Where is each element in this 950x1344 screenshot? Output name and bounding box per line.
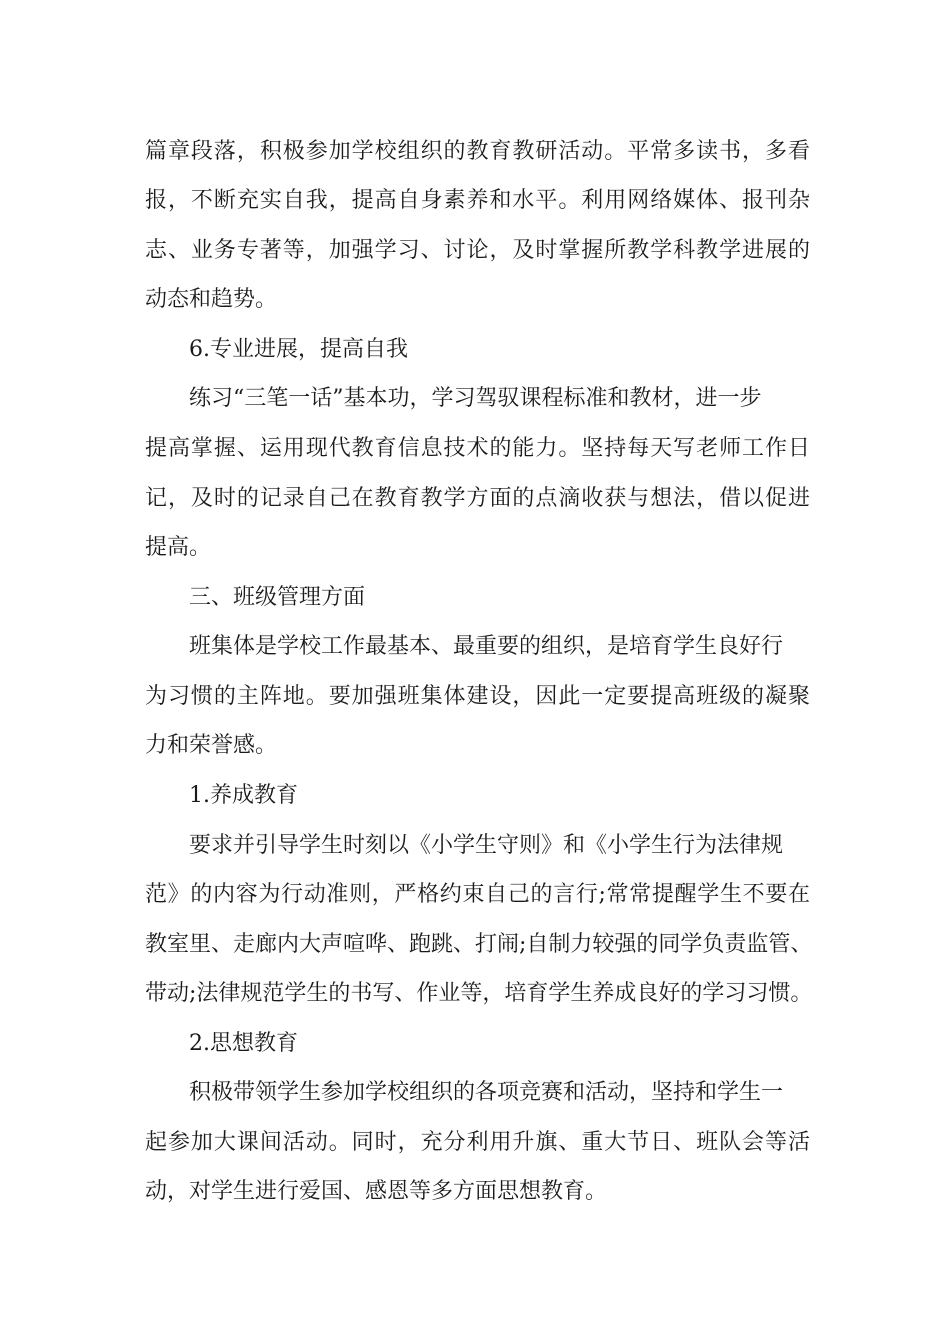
paragraph-line: 报，不断充实自我，提高自身素养和水平。利用网络媒体、报刊杂 <box>145 188 810 213</box>
paragraph-line: 提高掌握、运用现代教育信息技术的能力。坚持每天写老师工作日 <box>145 436 810 461</box>
paragraph-line: 力和荣誉感。 <box>145 733 278 758</box>
section-heading: 1.养成教育 <box>189 783 298 808</box>
paragraph-line: 教室里、走廊内大声喧哗、跑跳、打闹;自制力较强的同学负责监管、 <box>145 932 813 957</box>
paragraph-line: 积极带领学生参加学校组织的各项竞赛和活动，坚持和学生一 <box>189 1080 784 1105</box>
paragraph-line: 带动;法律规范学生的书写、作业等，培育学生养成良好的学习习惯。 <box>145 981 813 1006</box>
section-heading: 2.思想教育 <box>189 1031 298 1056</box>
paragraph-line: 范》的内容为行动准则，严格约束自己的言行;常常提醒学生不要在 <box>145 882 810 907</box>
section-heading: 6.专业进展，提高自我 <box>189 337 408 362</box>
paragraph-line: 篇章段落，积极参加学校组织的教育教研活动。平常多读书，多看 <box>145 139 810 164</box>
paragraph-line: 提高。 <box>145 535 212 560</box>
paragraph-line: 要求并引导学生时刻以《小学生守则》和《小学生行为法律规 <box>189 833 784 858</box>
paragraph-line: 志、业务专著等，加强学习、讨论，及时掌握所教学科教学进展的 <box>145 238 810 263</box>
paragraph-line: 练习“三笔一话”基本功，学习驾驭课程标准和教材，进一步 <box>189 386 762 411</box>
paragraph-line: 动，对学生进行爱国、感恩等多方面思想教育。 <box>145 1179 608 1204</box>
paragraph-line: 动态和趋势。 <box>145 287 278 312</box>
paragraph-line: 起参加大课间活动。同时，充分利用升旗、重大节日、班队会等活 <box>145 1130 810 1155</box>
paragraph-line: 班集体是学校工作最基本、最重要的组织，是培育学生良好行 <box>189 634 784 659</box>
paragraph-line: 为习惯的主阵地。要加强班集体建设，因此一定要提高班级的凝聚 <box>145 684 810 709</box>
paragraph-line: 记，及时的记录自己在教育教学方面的点滴收获与想法，借以促进 <box>145 486 810 511</box>
section-heading: 三、班级管理方面 <box>189 585 366 610</box>
